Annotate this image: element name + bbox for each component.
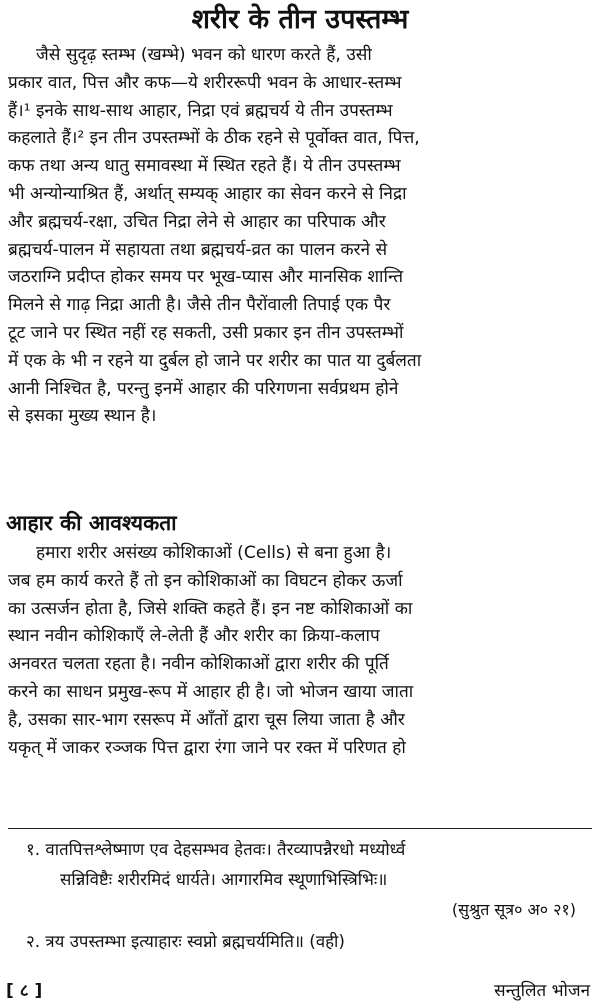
footnote-2: २. त्रय उपस्तम्भा इत्याहारः स्वप्नो ब्रह्मचर्यमिति॥ (वही): [26, 931, 345, 951]
text-line: यकृत् में जाकर रञ्जक पित्त द्वारा रंगा जाने पर रक्त में परिणत हो: [8, 737, 406, 758]
text-line: स्थान नवीन कोशिकाएँ ले-लेती हैं और शरीर का क्रिया-कलाप: [8, 626, 380, 647]
text-line: प्रकार वात, पित्त और कफ—ये शरीररूपी भवन के आधार-स्तम्भ: [8, 72, 402, 93]
text-line: जैसे सुदृढ़ स्तम्भ (खम्भे) भवन को धारण करते हैं, उसी: [36, 45, 372, 65]
page-number: [ ८ ]: [6, 981, 43, 1001]
footnote-1-line-1: १. वातपित्तश्लेष्माण एव देहसम्भव हेतवः। तैरव्यापन्नैरधो मध्योर्ध्व: [26, 839, 406, 859]
section-heading: आहार की आवश्यकता: [6, 511, 177, 535]
text-line: ब्रह्मचर्य-पालन में सहायता तथा ब्रह्मचर्य-व्रत का पालन करने से: [8, 239, 388, 260]
text-line: जब हम कार्य करते हैं तो इन कोशिकाओं का विघटन होकर ऊर्जा: [8, 570, 403, 591]
running-title: सन्तुलित भोजन: [494, 981, 590, 1001]
text-line: का उत्सर्जन होता है, जिसे शक्ति कहते हैं। इन नष्ट कोशिकाओं का: [8, 598, 413, 619]
footnote-divider: [8, 828, 592, 829]
text-line: करने का साधन प्रमुख-रूप में आहार ही है। जो भोजन खाया जाता: [8, 681, 414, 702]
text-line: हमारा शरीर असंख्य कोशिकाओं (Cells) से बना हुआ है।: [36, 543, 392, 563]
page-footer: [0, 978, 600, 1004]
text-line: में एक के भी न रहने या दुर्बल हो जाने पर शरीर का पात या दुर्बलता: [8, 350, 422, 371]
text-line: टूट जाने पर स्थित नहीं रह सकती, उसी प्रकार इन तीन उपस्तम्भों: [8, 322, 404, 343]
text-line: हैं।¹ इनके साथ-साथ आहार, निद्रा एवं ब्रह्मचर्य ये तीन उपस्तम्भ: [8, 100, 393, 121]
text-line: से इसका मुख्य स्थान है।: [8, 406, 157, 427]
text-line: अनवरत चलता रहता है। नवीन कोशिकाओं द्वारा शरीर की पूर्ति: [8, 654, 389, 675]
chapter-title: शरीर के तीन उपस्तम्भ: [191, 4, 409, 35]
text-line: कहलाते हैं।² इन तीन उपस्तम्भों के ठीक रहने से पूर्वोक्त वात, पित्त,: [8, 128, 420, 149]
text-line: कफ तथा अन्य धातु समावस्था में स्थित रहते हैं। ये तीन उपस्तम्भ: [8, 156, 401, 177]
footnote-1-source: (सुश्रुत सूत्र० अ० २१): [451, 900, 576, 919]
text-line: और ब्रह्मचर्य-रक्षा, उचित निद्रा लेने से आहार का परिपाक और: [8, 211, 386, 232]
text-line: जठराग्नि प्रदीप्त होकर समय पर भूख-प्यास और मानसिक शान्ति: [8, 267, 404, 288]
paragraph-ahar: [8, 540, 592, 762]
text-line: है, उसका सार-भाग रसरूप में आँतों द्वारा चूस लिया जाता है और: [8, 709, 405, 730]
footnote-1-line-2: सन्निविष्टैः शरीरमिदं धार्यते। आगारमिव स्थूणाभिस्त्रिभिः॥: [60, 869, 388, 889]
text-line: मिलने से गाढ़ निद्रा आती है। जैसे तीन पैरोंवाली तिपाई एक पैर: [8, 295, 391, 316]
text-line: भी अन्योन्याश्रित हैं, अर्थात् सम्यक् आहार का सेवन करने से निद्रा: [8, 183, 407, 204]
text-line: आनी निश्चित है, परन्तु इनमें आहार की परिगणना सर्वप्रथम होने: [8, 378, 399, 399]
paragraph-upastambha: [8, 42, 592, 431]
